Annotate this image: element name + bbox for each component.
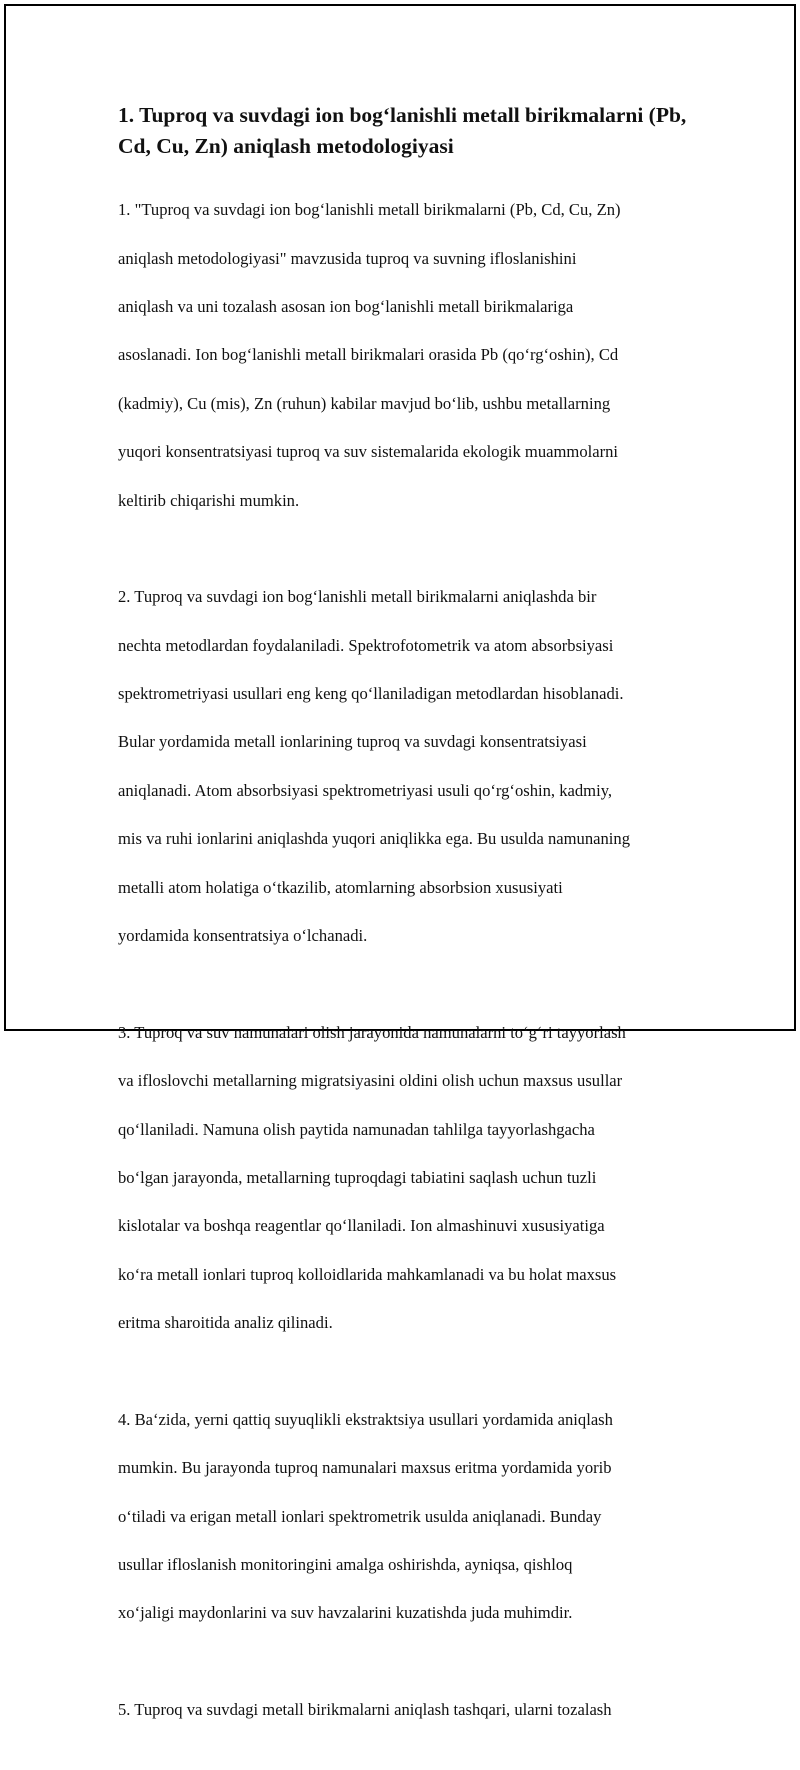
paragraph-line: xo‘jaligi maydonlarini va suv havzalarini kuzatishda juda muhimdir. xyxy=(118,1603,573,1623)
paragraph-3 xyxy=(118,997,688,1360)
paragraph-line: o‘tiladi va erigan metall ionlari spektrometrik usulda aniqlanadi. Bunday xyxy=(118,1506,602,1526)
page-frame xyxy=(4,4,796,1719)
document-title xyxy=(118,100,688,162)
title-line-1: 1. Tuproq va suvdagi ion bog‘lanishli metall birikmalarni (Pb, xyxy=(118,103,687,127)
paragraph-4 xyxy=(118,1384,688,1650)
paragraph-line: 3. Tuproq va suv namunalari olish jarayonida namunalarni to‘g‘ri tayyorlash xyxy=(118,1022,626,1042)
paragraph-line: ko‘ra metall ionlari tuproq kolloidlarida mahkamlanadi va bu holat maxsus xyxy=(118,1264,617,1284)
paragraph-line: eritma sharoitida analiz qilinadi. xyxy=(118,1313,333,1333)
paragraph-line: 1. "Tuproq va suvdagi ion bog‘lanishli metall birikmalarni (Pb, Cd, Cu, Zn) xyxy=(118,200,621,220)
paragraph-line: mumkin. Bu jarayonda tuproq namunalari maxsus eritma yordamida yorib xyxy=(118,1458,612,1478)
paragraph-line: kislotalar va boshqa reagentlar qo‘llaniladi. Ion almashinuvi xususiyatiga xyxy=(118,1216,605,1236)
paragraph-line: yuqori konsentratsiyasi tuproq va suv sistemalarida ekologik muammolarni xyxy=(118,442,619,462)
paragraph-line: spektrometriyasi usullari eng keng qo‘llaniladigan metodlardan hisoblanadi. xyxy=(118,684,624,704)
paragraph-line: 2. Tuproq va suvdagi ion bog‘lanishli metall birikmalarni aniqlashda bir xyxy=(118,587,597,607)
document-body xyxy=(118,100,688,1770)
paragraph-line: aniqlash va uni tozalash asosan ion bog‘lanishli metall birikmalariga xyxy=(118,297,574,317)
paragraph-line: va ifloslovchi metallarning migratsiyasini oldini olish uchun maxsus usullar xyxy=(118,1071,623,1091)
paragraph-line: aniqlanadi. Atom absorbsiyasi spektrometriyasi usuli qo‘rg‘oshin, kadmiy, xyxy=(118,780,613,800)
paragraph-line: bo‘lgan jarayonda, metallarning tuproqdagi tabiatini saqlash uchun tuzli xyxy=(118,1167,597,1187)
paragraph-line: (kadmiy), Cu (mis), Zn (ruhun) kabilar mavjud bo‘lib, ushbu metallarning xyxy=(118,393,611,413)
paragraph-line: aniqlash metodologiyasi" mavzusida tuproq va suvning ifloslanishini xyxy=(118,248,577,268)
paragraph-5 xyxy=(118,1674,688,1747)
paragraph-line: keltirib chiqarishi mumkin. xyxy=(118,490,300,510)
title-line-2: Cd, Cu, Zn) aniqlash metodologiyasi xyxy=(118,134,454,158)
paragraph-line: mis va ruhi ionlarini aniqlashda yuqori aniqlikka ega. Bu usulda namunaning xyxy=(118,829,630,849)
paragraph-line: asoslanadi. Ion bog‘lanishli metall birikmalari orasida Pb (qo‘rg‘oshin), Cd xyxy=(118,345,619,365)
paragraph-line: metalli atom holatiga o‘tkazilib, atomlarning absorbsion xususiyati xyxy=(118,877,563,897)
paragraph-line: nechta metodlardan foydalaniladi. Spektrofotometrik va atom absorbsiyasi xyxy=(118,635,614,655)
paragraph-line: Bular yordamida metall ionlarining tuproq va suvdagi konsentratsiyasi xyxy=(118,732,587,752)
paragraph-1 xyxy=(118,174,688,537)
paragraph-line: qo‘llaniladi. Namuna olish paytida namunadan tahlilga tayyorlashgacha xyxy=(118,1119,595,1139)
paragraph-line: yordamida konsentratsiya o‘lchanadi. xyxy=(118,926,368,946)
paragraph-line: usullar ifloslanish monitoringini amalga oshirishda, ayniqsa, qishloq xyxy=(118,1554,573,1574)
paragraph-line: 4. Ba‘zida, yerni qattiq suyuqlikli ekstraktsiya usullari yordamida aniqlash xyxy=(118,1409,613,1429)
paragraph-line: 5. Tuproq va suvdagi metall birikmalarni aniqlash tashqari, ularni tozalash xyxy=(118,1699,612,1719)
paragraph-2 xyxy=(118,561,688,972)
